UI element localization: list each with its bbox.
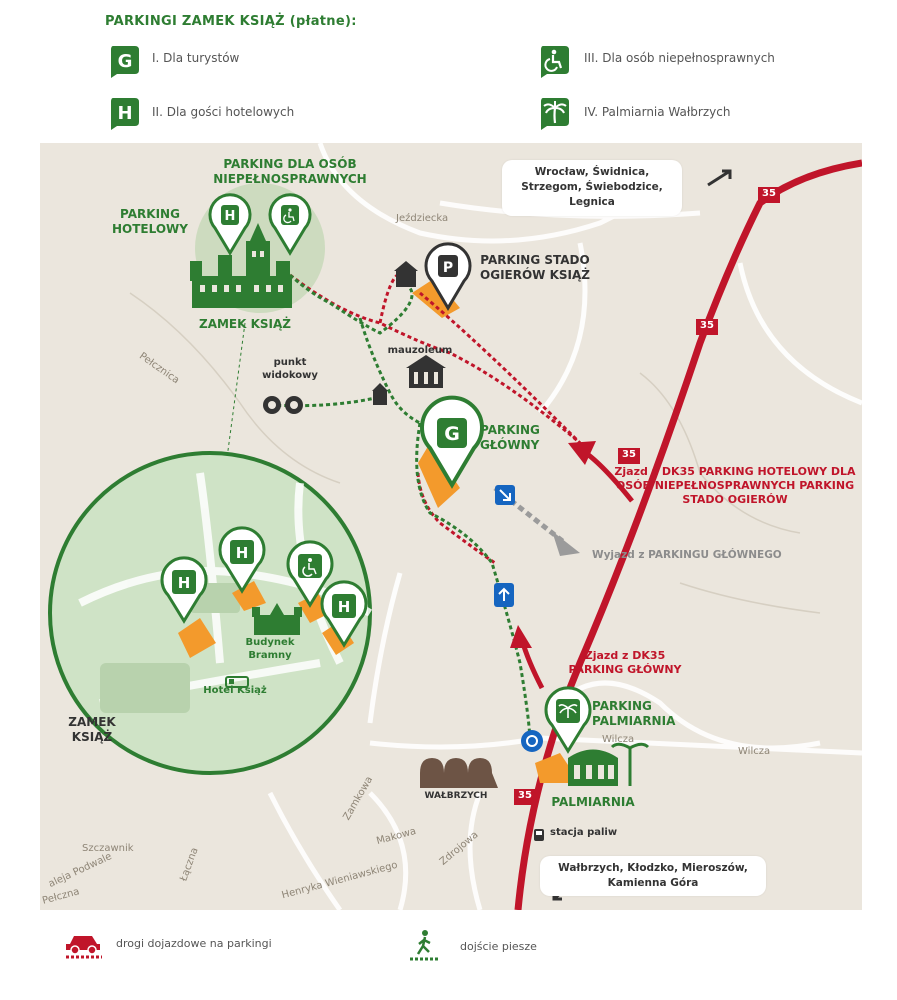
svg-text:G: G [444,423,460,445]
street-label: Łączna [178,846,201,883]
svg-text:H: H [337,598,351,616]
label-walbrzych: WAŁBRZYCH [424,791,488,801]
street-label: Wilcza [602,734,635,745]
street-label: Makowa [375,825,418,848]
walbrzych-logo [420,758,498,788]
label-parking-glowny: PARKING GŁÓWNY [480,423,540,452]
legend-roads: drogi dojazdowe na parkingi [116,937,272,950]
svg-text:P: P [442,260,454,276]
parking-wheelchair-icon [537,44,571,78]
car-icon [64,930,104,960]
parking-g-icon [107,44,141,78]
legend-item-palmiarnia: IV. Palmiarnia Wałbrzych [584,105,731,119]
parking-palm-icon [537,96,571,130]
label-zamek-ksiaz-inset: ZAMEK KSIĄŻ [68,715,116,744]
fuel-icon [534,829,544,841]
direction-box-north: Wrocław, Świdnica, Strzegom, Świebodzice, Legnica [502,160,682,216]
street-label: Jeździecka [396,213,449,224]
svg-text:G: G [117,51,133,72]
street-label: Wilcza [738,746,771,757]
parking-h-icon [107,96,141,130]
road-number-3: 35 [622,449,636,460]
road-number-2: 35 [700,320,714,331]
label-parking-hotelowy: PARKING HOTELOWY [112,207,188,236]
map-area [40,143,862,910]
label-zjazd-bottom: Zjazd z DK35 PARKING GŁÓWNY [568,649,682,676]
svg-text:H: H [224,209,236,224]
direction-box-south: Wałbrzych, Kłodzko, Mieroszów, Kamienna Góra [540,856,766,896]
label-hotel-ksiaz: Hotel Książ [203,685,267,696]
svg-text:H: H [177,574,191,592]
label-palmiarnia: PALMIARNIA [551,795,635,809]
road-number-1: 35 [762,188,776,199]
label-punkt-widokowy: punkt widokowy [262,357,318,381]
label-zamek-ksiaz: ZAMEK KSIĄŻ [199,317,291,331]
svg-text:H: H [117,103,133,124]
label-parking-palmiarnia: PARKING PALMIARNIA [592,699,676,728]
legend-item-niepelnosprawni: III. Dla osób niepełnosprawnych [584,51,775,65]
street-label: Pełczna [41,886,81,907]
label-wyjazd: Wyjazd z PARKINGU GŁÓWNEGO [592,549,782,561]
street-label: Henryka Wieniawskiego [280,859,399,902]
label-stacja-paliw: stacja paliw [550,827,618,838]
oneway-sign-2 [494,583,514,607]
svg-text:H: H [235,544,249,562]
oneway-sign-1 [495,485,515,505]
label-parking-niepelno: PARKING DLA OSÓB NIEPEŁNOSPRAWNYCH [213,157,367,186]
street-label: Zamkowa [341,774,376,823]
budynek-bramny-icon [252,603,302,635]
roundabout-sign [521,730,543,752]
street-label: aleja Podwale [46,851,114,890]
legend-walking: dojście piesze [460,940,537,953]
label-budynek-bramny: Budynek Bramny [245,637,295,661]
street-label: Pełcznica [137,350,182,387]
label-mauzoleum: mauzoleum [387,345,453,356]
label-parking-stado: PARKING STADO OGIERÓW KSIĄŻ [480,253,590,282]
pedestrian-icon [408,928,442,962]
street-label: Szczawnik [82,843,134,854]
legend-item-turysci: I. Dla turystów [152,51,240,65]
legend-title: PARKINGI ZAMEK KSIĄŻ (płatne): [105,14,357,29]
label-zjazd-top: Zjazd z DK35 PARKING HOTELOWY DLA OSÓB NIEPEŁNOSPRAWNYCH PARKING STADO OGIERÓW [614,465,856,506]
road-number-4: 35 [518,790,532,801]
legend-item-hotel: II. Dla gości hotelowych [152,105,295,119]
street-label: Zdrojowa [437,829,481,868]
